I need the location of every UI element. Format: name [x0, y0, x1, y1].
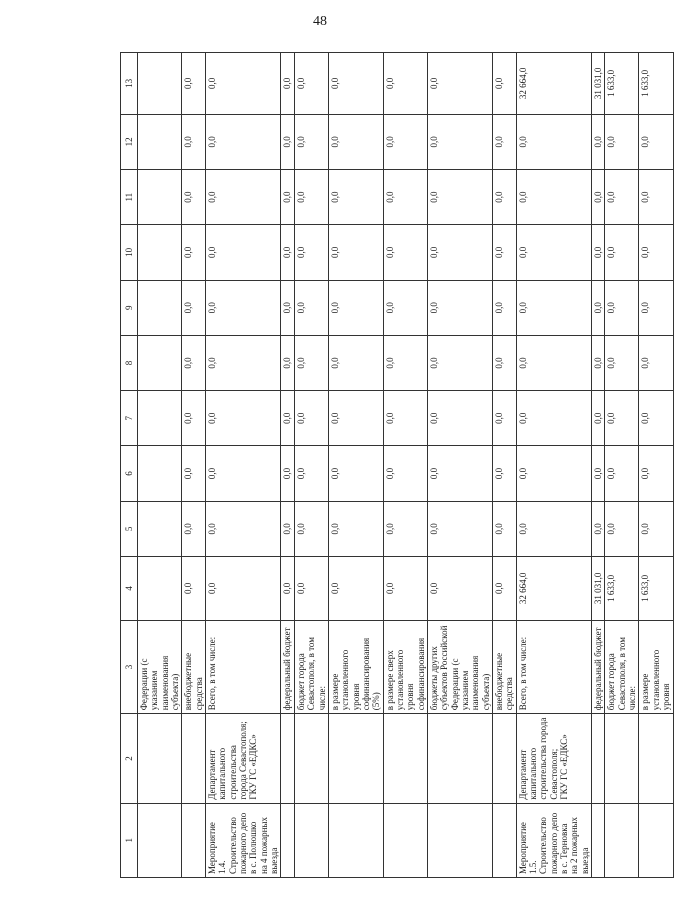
table-row [493, 53, 517, 878]
value-cell: 0,0 [493, 335, 517, 390]
value-cell: 0,0 [206, 170, 281, 225]
funding-source-cell-line: в размере сверх [384, 650, 395, 711]
value-cell: 0,0 [383, 53, 427, 115]
funding-source-cell [516, 620, 591, 714]
table-row [383, 53, 427, 878]
value-cell [138, 446, 182, 501]
activity-cell-line: на 2 пожарных [569, 817, 580, 874]
table-row [328, 53, 383, 878]
value-cell: 0,0 [493, 170, 517, 225]
funding-source-cell [206, 620, 281, 714]
funding-source-cell [592, 620, 605, 714]
activity-cell-line: на 4 пожарных [258, 817, 269, 874]
column-header-1: 1 [121, 803, 138, 877]
value-cell: 0,0 [383, 114, 427, 169]
value-cell: 0,0 [516, 501, 591, 556]
value-cell: 0,0 [427, 501, 492, 556]
value-cell: 0,0 [427, 446, 492, 501]
value-cell: 0,0 [328, 170, 383, 225]
value-cell: 0,0 [516, 170, 591, 225]
value-cell: 0,0 [281, 391, 294, 446]
value-cell: 0,0 [182, 501, 206, 556]
value-cell: 0,0 [294, 114, 328, 169]
activity-cell-line: пожарного депо [238, 812, 249, 874]
activity-cell [639, 803, 673, 877]
responsible-cell-line: капитального [528, 747, 539, 800]
value-cell: 0,0 [281, 225, 294, 280]
value-cell: 0,0 [605, 280, 639, 335]
value-cell: 0,0 [516, 225, 591, 280]
responsible-cell-line: ГКУ ГС «ЕДКС» [559, 734, 570, 800]
responsible-cell [493, 714, 517, 803]
value-cell: 0,0 [592, 446, 605, 501]
value-cell: 0,0 [294, 170, 328, 225]
responsible-cell [294, 714, 328, 803]
value-cell: 0,0 [427, 335, 492, 390]
value-cell: 0,0 [493, 114, 517, 169]
activity-cell-line: Мероприятие 1.4. [207, 822, 228, 874]
table-row [182, 53, 206, 878]
funding-source-cell-line: субъектов Российской [439, 625, 450, 711]
funding-source-cell [138, 620, 182, 714]
funding-source-cell-line: Всего, в том числе: [207, 636, 218, 711]
value-cell [138, 280, 182, 335]
activity-cell-line: Строительство [538, 817, 549, 874]
responsible-cell-line: Департамент [517, 749, 528, 800]
funding-source-cell-line: внебюджетные средства [183, 652, 204, 711]
value-cell: 0,0 [592, 114, 605, 169]
value-cell: 0,0 [493, 501, 517, 556]
column-header-6: 6 [121, 446, 138, 501]
column-header-10: 10 [121, 225, 138, 280]
column-header-12: 12 [121, 114, 138, 169]
value-cell: 1 633,0 [639, 556, 673, 620]
value-cell: 31 031,0 [592, 53, 605, 115]
value-cell: 0,0 [605, 335, 639, 390]
value-cell: 0,0 [493, 391, 517, 446]
value-cell: 0,0 [639, 446, 673, 501]
funding-source-cell-line: Федерации (с указанием [449, 658, 470, 711]
activity-cell-line: пожарного депо [548, 812, 559, 874]
value-cell: 0,0 [182, 114, 206, 169]
responsible-cell [639, 714, 673, 803]
funding-source-cell-line: бюджет города [606, 653, 617, 711]
column-header-13: 13 [121, 53, 138, 115]
activity-cell [206, 803, 281, 877]
value-cell: 1 633,0 [639, 53, 673, 115]
activity-cell [281, 803, 294, 877]
value-cell: 0,0 [493, 280, 517, 335]
funding-source-cell-line: федеральный бюджет [593, 627, 604, 711]
value-cell: 0,0 [206, 556, 281, 620]
table-row [605, 53, 639, 878]
column-header-5: 5 [121, 501, 138, 556]
value-cell: 0,0 [182, 446, 206, 501]
value-cell: 0,0 [592, 170, 605, 225]
responsible-cell-line: строительства [227, 745, 238, 800]
funding-source-cell-line: софинансирования (5%) [360, 637, 382, 711]
value-cell: 0,0 [639, 114, 673, 169]
table-row [281, 53, 294, 878]
value-cell: 0,0 [281, 446, 294, 501]
activity-cell [294, 803, 328, 877]
value-cell: 0,0 [516, 280, 591, 335]
value-cell: 0,0 [383, 391, 427, 446]
table-header-row [121, 53, 138, 878]
funding-source-cell [493, 620, 517, 714]
responsible-cell [328, 714, 383, 803]
value-cell: 0,0 [639, 335, 673, 390]
value-cell: 0,0 [294, 280, 328, 335]
funding-source-cell [281, 620, 294, 714]
value-cell: 0,0 [206, 501, 281, 556]
activity-cell-line: Строительство [227, 817, 238, 874]
value-cell: 0,0 [605, 501, 639, 556]
activity-cell-line: выезда [269, 847, 280, 874]
value-cell: 0,0 [493, 53, 517, 115]
value-cell: 32 664,0 [516, 556, 591, 620]
value-cell: 0,0 [427, 53, 492, 115]
funding-source-cell-line: установленного уровня [650, 649, 672, 711]
value-cell: 0,0 [281, 501, 294, 556]
value-cell: 0,0 [605, 225, 639, 280]
value-cell [138, 114, 182, 169]
value-cell: 0,0 [328, 225, 383, 280]
activity-cell [182, 803, 206, 877]
activity-cell [516, 803, 591, 877]
value-cell [138, 556, 182, 620]
value-cell: 1 633,0 [605, 556, 639, 620]
funding-source-cell [605, 620, 639, 714]
activity-cell [605, 803, 639, 877]
value-cell: 0,0 [592, 501, 605, 556]
table-row [206, 53, 281, 878]
column-header-4: 4 [121, 556, 138, 620]
responsible-cell-line: строительства города [538, 717, 549, 800]
value-cell: 0,0 [639, 225, 673, 280]
value-cell: 0,0 [328, 501, 383, 556]
value-cell: 32 664,0 [516, 53, 591, 115]
responsible-cell [427, 714, 492, 803]
activity-cell [138, 803, 182, 877]
value-cell [138, 170, 182, 225]
value-cell: 0,0 [427, 225, 492, 280]
responsible-cell-line: ГКУ ГС «ЕДКС» [248, 734, 259, 800]
activity-cell-line: Мероприятие 1.5. [517, 822, 539, 874]
table-row [592, 53, 605, 878]
value-cell: 0,0 [427, 170, 492, 225]
value-cell: 0,0 [182, 391, 206, 446]
value-cell: 0,0 [294, 225, 328, 280]
budget-table [120, 52, 674, 878]
value-cell: 0,0 [294, 391, 328, 446]
funding-source-cell [328, 620, 383, 714]
value-cell: 0,0 [281, 53, 294, 115]
value-cell: 0,0 [328, 335, 383, 390]
value-cell: 0,0 [383, 170, 427, 225]
activity-cell [328, 803, 383, 877]
funding-source-cell-line: наименования субъекта) [470, 655, 491, 711]
value-cell [138, 335, 182, 390]
value-cell: 0,0 [592, 225, 605, 280]
table-row [516, 53, 591, 878]
rotated-table-area [120, 52, 672, 878]
value-cell: 0,0 [328, 556, 383, 620]
value-cell [138, 391, 182, 446]
responsible-cell-line: города Севастополя; [238, 721, 249, 800]
column-header-8: 8 [121, 335, 138, 390]
value-cell: 0,0 [427, 280, 492, 335]
funding-source-cell-line: установленного уровня [340, 649, 361, 711]
funding-source-cell-line: наименования субъекта) [159, 655, 181, 711]
value-cell: 0,0 [427, 114, 492, 169]
value-cell: 0,0 [383, 280, 427, 335]
value-cell: 0,0 [281, 335, 294, 390]
activity-cell [592, 803, 605, 877]
value-cell: 0,0 [516, 391, 591, 446]
value-cell: 0,0 [639, 280, 673, 335]
column-header-3: 3 [121, 620, 138, 714]
table-row [294, 53, 328, 878]
value-cell: 0,0 [592, 280, 605, 335]
value-cell: 0,0 [281, 280, 294, 335]
activity-cell-line: в с. Терновка [559, 823, 570, 874]
activity-cell-line: выезда [579, 847, 590, 874]
value-cell: 0,0 [206, 280, 281, 335]
value-cell: 0,0 [206, 114, 281, 169]
value-cell: 0,0 [294, 501, 328, 556]
column-header-2: 2 [121, 714, 138, 803]
funding-source-cell [182, 620, 206, 714]
responsible-cell-line: Севастополя; [548, 748, 559, 800]
value-cell: 0,0 [206, 53, 281, 115]
funding-source-cell-line: бюджеты других [428, 646, 439, 711]
page-number: 48 [313, 14, 327, 29]
value-cell: 0,0 [328, 280, 383, 335]
funding-source-cell-line: внебюджетные средства [494, 652, 515, 711]
value-cell: 0,0 [294, 556, 328, 620]
value-cell: 0,0 [206, 335, 281, 390]
value-cell: 0,0 [182, 280, 206, 335]
value-cell: 0,0 [427, 391, 492, 446]
value-cell: 0,0 [294, 53, 328, 115]
value-cell: 0,0 [383, 335, 427, 390]
value-cell: 0,0 [294, 446, 328, 501]
value-cell: 0,0 [516, 114, 591, 169]
value-cell: 31 031,0 [592, 556, 605, 620]
funding-source-cell-line: Севастополя, в том [306, 637, 317, 711]
funding-source-cell [383, 620, 427, 714]
value-cell: 0,0 [639, 391, 673, 446]
value-cell: 0,0 [427, 556, 492, 620]
value-cell: 0,0 [493, 446, 517, 501]
funding-source-cell-line: Севастополя, в том [616, 637, 627, 711]
value-cell: 0,0 [516, 446, 591, 501]
value-cell: 0,0 [383, 556, 427, 620]
funding-source-cell-line: софинансирования [415, 637, 426, 711]
value-cell: 0,0 [639, 170, 673, 225]
value-cell: 0,0 [383, 446, 427, 501]
value-cell: 0,0 [281, 556, 294, 620]
column-header-11: 11 [121, 170, 138, 225]
funding-source-cell-line: в размере [640, 673, 651, 711]
responsible-cell [605, 714, 639, 803]
activity-cell [427, 803, 492, 877]
value-cell [138, 501, 182, 556]
responsible-cell [206, 714, 281, 803]
table-row [427, 53, 492, 878]
value-cell: 0,0 [605, 391, 639, 446]
column-header-9: 9 [121, 280, 138, 335]
value-cell: 0,0 [592, 335, 605, 390]
value-cell: 0,0 [605, 446, 639, 501]
responsible-cell [138, 714, 182, 803]
value-cell: 0,0 [493, 225, 517, 280]
value-cell: 0,0 [182, 556, 206, 620]
activity-cell [493, 803, 517, 877]
funding-source-cell-line: бюджет города [295, 653, 306, 711]
value-cell [138, 225, 182, 280]
funding-source-cell-line: числе: [627, 685, 638, 711]
funding-source-cell-line: Всего, в том числе: [517, 636, 528, 711]
rotated-table-wrapper [120, 52, 672, 878]
responsible-cell [182, 714, 206, 803]
value-cell: 0,0 [281, 114, 294, 169]
value-cell: 0,0 [639, 501, 673, 556]
value-cell: 0,0 [328, 114, 383, 169]
value-cell: 0,0 [182, 170, 206, 225]
value-cell: 0,0 [493, 556, 517, 620]
value-cell: 0,0 [182, 53, 206, 115]
responsible-cell [281, 714, 294, 803]
value-cell: 0,0 [206, 225, 281, 280]
value-cell: 0,0 [328, 446, 383, 501]
responsible-cell-line: Департамент [207, 749, 218, 800]
responsible-cell [592, 714, 605, 803]
table-row [639, 53, 673, 878]
value-cell: 0,0 [605, 114, 639, 169]
table-row [138, 53, 182, 878]
value-cell: 0,0 [516, 335, 591, 390]
funding-source-cell [427, 620, 492, 714]
value-cell: 0,0 [206, 391, 281, 446]
value-cell: 0,0 [281, 170, 294, 225]
table-body [138, 53, 674, 878]
value-cell: 0,0 [383, 225, 427, 280]
responsible-cell [516, 714, 591, 803]
responsible-cell [383, 714, 427, 803]
value-cell: 1 633,0 [605, 53, 639, 115]
value-cell: 0,0 [182, 225, 206, 280]
activity-cell [383, 803, 427, 877]
funding-source-cell-line: установленного уровня [394, 649, 416, 711]
funding-source-cell-line: Федерации (с указанием [139, 658, 160, 711]
value-cell: 0,0 [182, 335, 206, 390]
activity-cell-line: в с. Полюшко [248, 821, 259, 874]
value-cell: 0,0 [294, 335, 328, 390]
funding-source-cell [639, 620, 673, 714]
value-cell: 0,0 [328, 53, 383, 115]
funding-source-cell [294, 620, 328, 714]
column-header-7: 7 [121, 391, 138, 446]
value-cell: 0,0 [592, 391, 605, 446]
value-cell: 0,0 [383, 501, 427, 556]
funding-source-cell-line: федеральный бюджет [282, 627, 293, 711]
responsible-cell-line: капитального [217, 747, 228, 800]
value-cell: 0,0 [328, 391, 383, 446]
value-cell: 0,0 [605, 170, 639, 225]
value-cell: 0,0 [206, 446, 281, 501]
funding-source-cell-line: в размере [329, 673, 340, 711]
funding-source-cell-line: числе: [316, 685, 327, 711]
value-cell [138, 53, 182, 115]
